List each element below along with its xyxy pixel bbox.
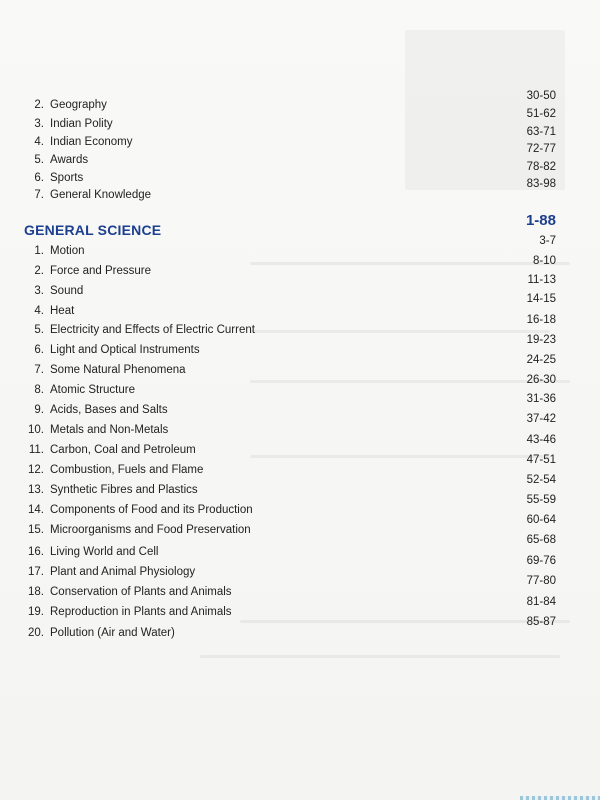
entry-number: 13. — [28, 484, 44, 496]
entry-pages: 65-68 — [526, 534, 556, 546]
entry-title: Combustion, Fuels and Flame — [50, 464, 204, 476]
bleed-through-artifact — [200, 655, 560, 658]
entry-pages: 72-77 — [526, 143, 556, 155]
entry-number: 9. — [34, 404, 44, 416]
toc-entry — [30, 504, 253, 516]
entry-title: Geography — [50, 99, 107, 111]
entry-pages: 24-25 — [526, 354, 556, 366]
entry-pages: 85-87 — [526, 616, 556, 628]
entry-pages: 26-30 — [526, 374, 556, 386]
entry-pages: 51-62 — [526, 108, 556, 120]
toc-entry — [30, 189, 151, 201]
entry-title: Atomic Structure — [50, 384, 135, 396]
entry-number: 3. — [34, 285, 44, 297]
entry-pages: 43-46 — [526, 434, 556, 446]
entry-title: Sports — [50, 172, 84, 184]
entry-title: Some Natural Phenomena — [50, 364, 186, 376]
entry-pages: 60-64 — [526, 514, 556, 526]
toc-entry — [30, 627, 175, 639]
toc-entry — [30, 99, 107, 111]
entry-pages: 63-71 — [526, 126, 556, 138]
entry-number: 8. — [34, 384, 44, 396]
toc-entry — [30, 118, 113, 130]
bleed-through-artifact — [250, 455, 550, 458]
toc-entry — [30, 172, 83, 184]
entry-number: 6. — [34, 344, 44, 356]
entry-number: 12. — [28, 464, 44, 476]
entry-number: 2. — [34, 99, 44, 111]
entry-title: Awards — [50, 154, 89, 166]
entry-title: Components of Food and its Production — [50, 504, 253, 516]
entry-title: Synthetic Fibres and Plastics — [50, 484, 198, 496]
entry-title: Carbon, Coal and Petroleum — [50, 444, 196, 456]
entry-title: Light and Optical Instruments — [50, 344, 200, 356]
entry-number: 10. — [28, 424, 44, 436]
entry-number: 5. — [34, 154, 44, 166]
entry-title: Pollution (Air and Water) — [50, 627, 175, 639]
toc-entry — [30, 344, 200, 356]
entry-title: Conservation of Plants and Animals — [50, 586, 232, 598]
toc-entry — [30, 444, 196, 456]
toc-entry — [30, 546, 158, 558]
entry-pages: 31-36 — [526, 393, 556, 405]
entry-title: Plant and Animal Physiology — [50, 566, 196, 578]
entry-title: Metals and Non-Metals — [50, 424, 169, 436]
entry-number: 18. — [28, 586, 44, 598]
entry-number: 5. — [34, 324, 44, 336]
entry-pages: 55-59 — [526, 494, 556, 506]
entry-number: 1. — [34, 245, 44, 257]
entry-title: General Knowledge — [50, 189, 152, 201]
bleed-through-artifact — [240, 620, 570, 623]
entry-number: 15. — [28, 524, 44, 536]
entry-number: 14. — [28, 504, 44, 516]
entry-pages: 14-15 — [526, 293, 556, 305]
entry-title: Heat — [50, 305, 75, 317]
toc-entry — [30, 524, 251, 536]
entry-title: Indian Economy — [50, 136, 133, 148]
bleed-through-artifact — [250, 330, 550, 333]
entry-number: 4. — [34, 136, 44, 148]
entry-title: Electricity and Effects of Electric Current — [50, 324, 255, 336]
entry-number: 11. — [28, 444, 44, 456]
toc-entry — [30, 364, 186, 376]
toc-entry — [30, 265, 151, 277]
entry-pages: 16-18 — [526, 314, 556, 326]
entry-title: Living World and Cell — [50, 546, 159, 558]
entry-pages: 69-76 — [526, 555, 556, 567]
toc-entry — [30, 305, 74, 317]
toc-entry — [30, 245, 85, 257]
entry-number: 16. — [28, 546, 44, 558]
toc-entry — [30, 384, 135, 396]
entry-pages: 37-42 — [526, 413, 556, 425]
entry-pages: 81-84 — [526, 596, 556, 608]
bleed-through-artifact — [250, 380, 570, 383]
toc-entry — [30, 324, 255, 336]
entry-pages: 8-10 — [532, 255, 556, 267]
entry-title: Motion — [50, 245, 85, 257]
toc-entry — [30, 404, 168, 416]
entry-number: 3. — [34, 118, 44, 130]
toc-entry — [30, 136, 132, 148]
toc-entry — [30, 424, 168, 436]
entry-title: Indian Polity — [50, 118, 113, 130]
entry-title: Acids, Bases and Salts — [50, 404, 168, 416]
entry-number: 20. — [28, 627, 44, 639]
entry-number: 7. — [34, 189, 44, 201]
entry-pages: 52-54 — [526, 474, 556, 486]
entry-pages: 11-13 — [527, 274, 556, 286]
toc-entry — [30, 606, 232, 618]
entry-title: Microorganisms and Food Preservation — [50, 524, 251, 536]
entry-number: 2. — [34, 265, 44, 277]
entry-title: Force and Pressure — [50, 265, 151, 277]
toc-entry — [30, 484, 198, 496]
entry-number: 19. — [28, 606, 44, 618]
entry-number: 17. — [28, 566, 44, 578]
entry-number: 7. — [34, 364, 44, 376]
page-edge-stripe — [520, 796, 600, 800]
entry-pages: 77-80 — [526, 575, 556, 587]
entry-number: 6. — [34, 172, 44, 184]
entry-pages: 3-7 — [539, 235, 556, 247]
toc-entry — [30, 285, 83, 297]
entry-pages: 30-50 — [526, 90, 556, 102]
entry-pages: 19-23 — [526, 334, 556, 346]
section-heading: GENERAL SCIENCE — [24, 222, 162, 238]
toc-entry — [30, 586, 232, 598]
entry-pages: 47-51 — [526, 454, 556, 466]
section-page-range: 1-88 — [525, 212, 556, 229]
entry-number: 4. — [34, 305, 44, 317]
toc-entry — [30, 464, 203, 476]
entry-pages: 78-82 — [526, 161, 556, 173]
entry-pages: 83-98 — [526, 178, 556, 190]
bleed-through-artifact — [250, 262, 570, 265]
entry-title: Reproduction in Plants and Animals — [50, 606, 232, 618]
entry-title: Sound — [50, 285, 84, 297]
toc-entry — [30, 154, 88, 166]
toc-entry — [30, 566, 195, 578]
